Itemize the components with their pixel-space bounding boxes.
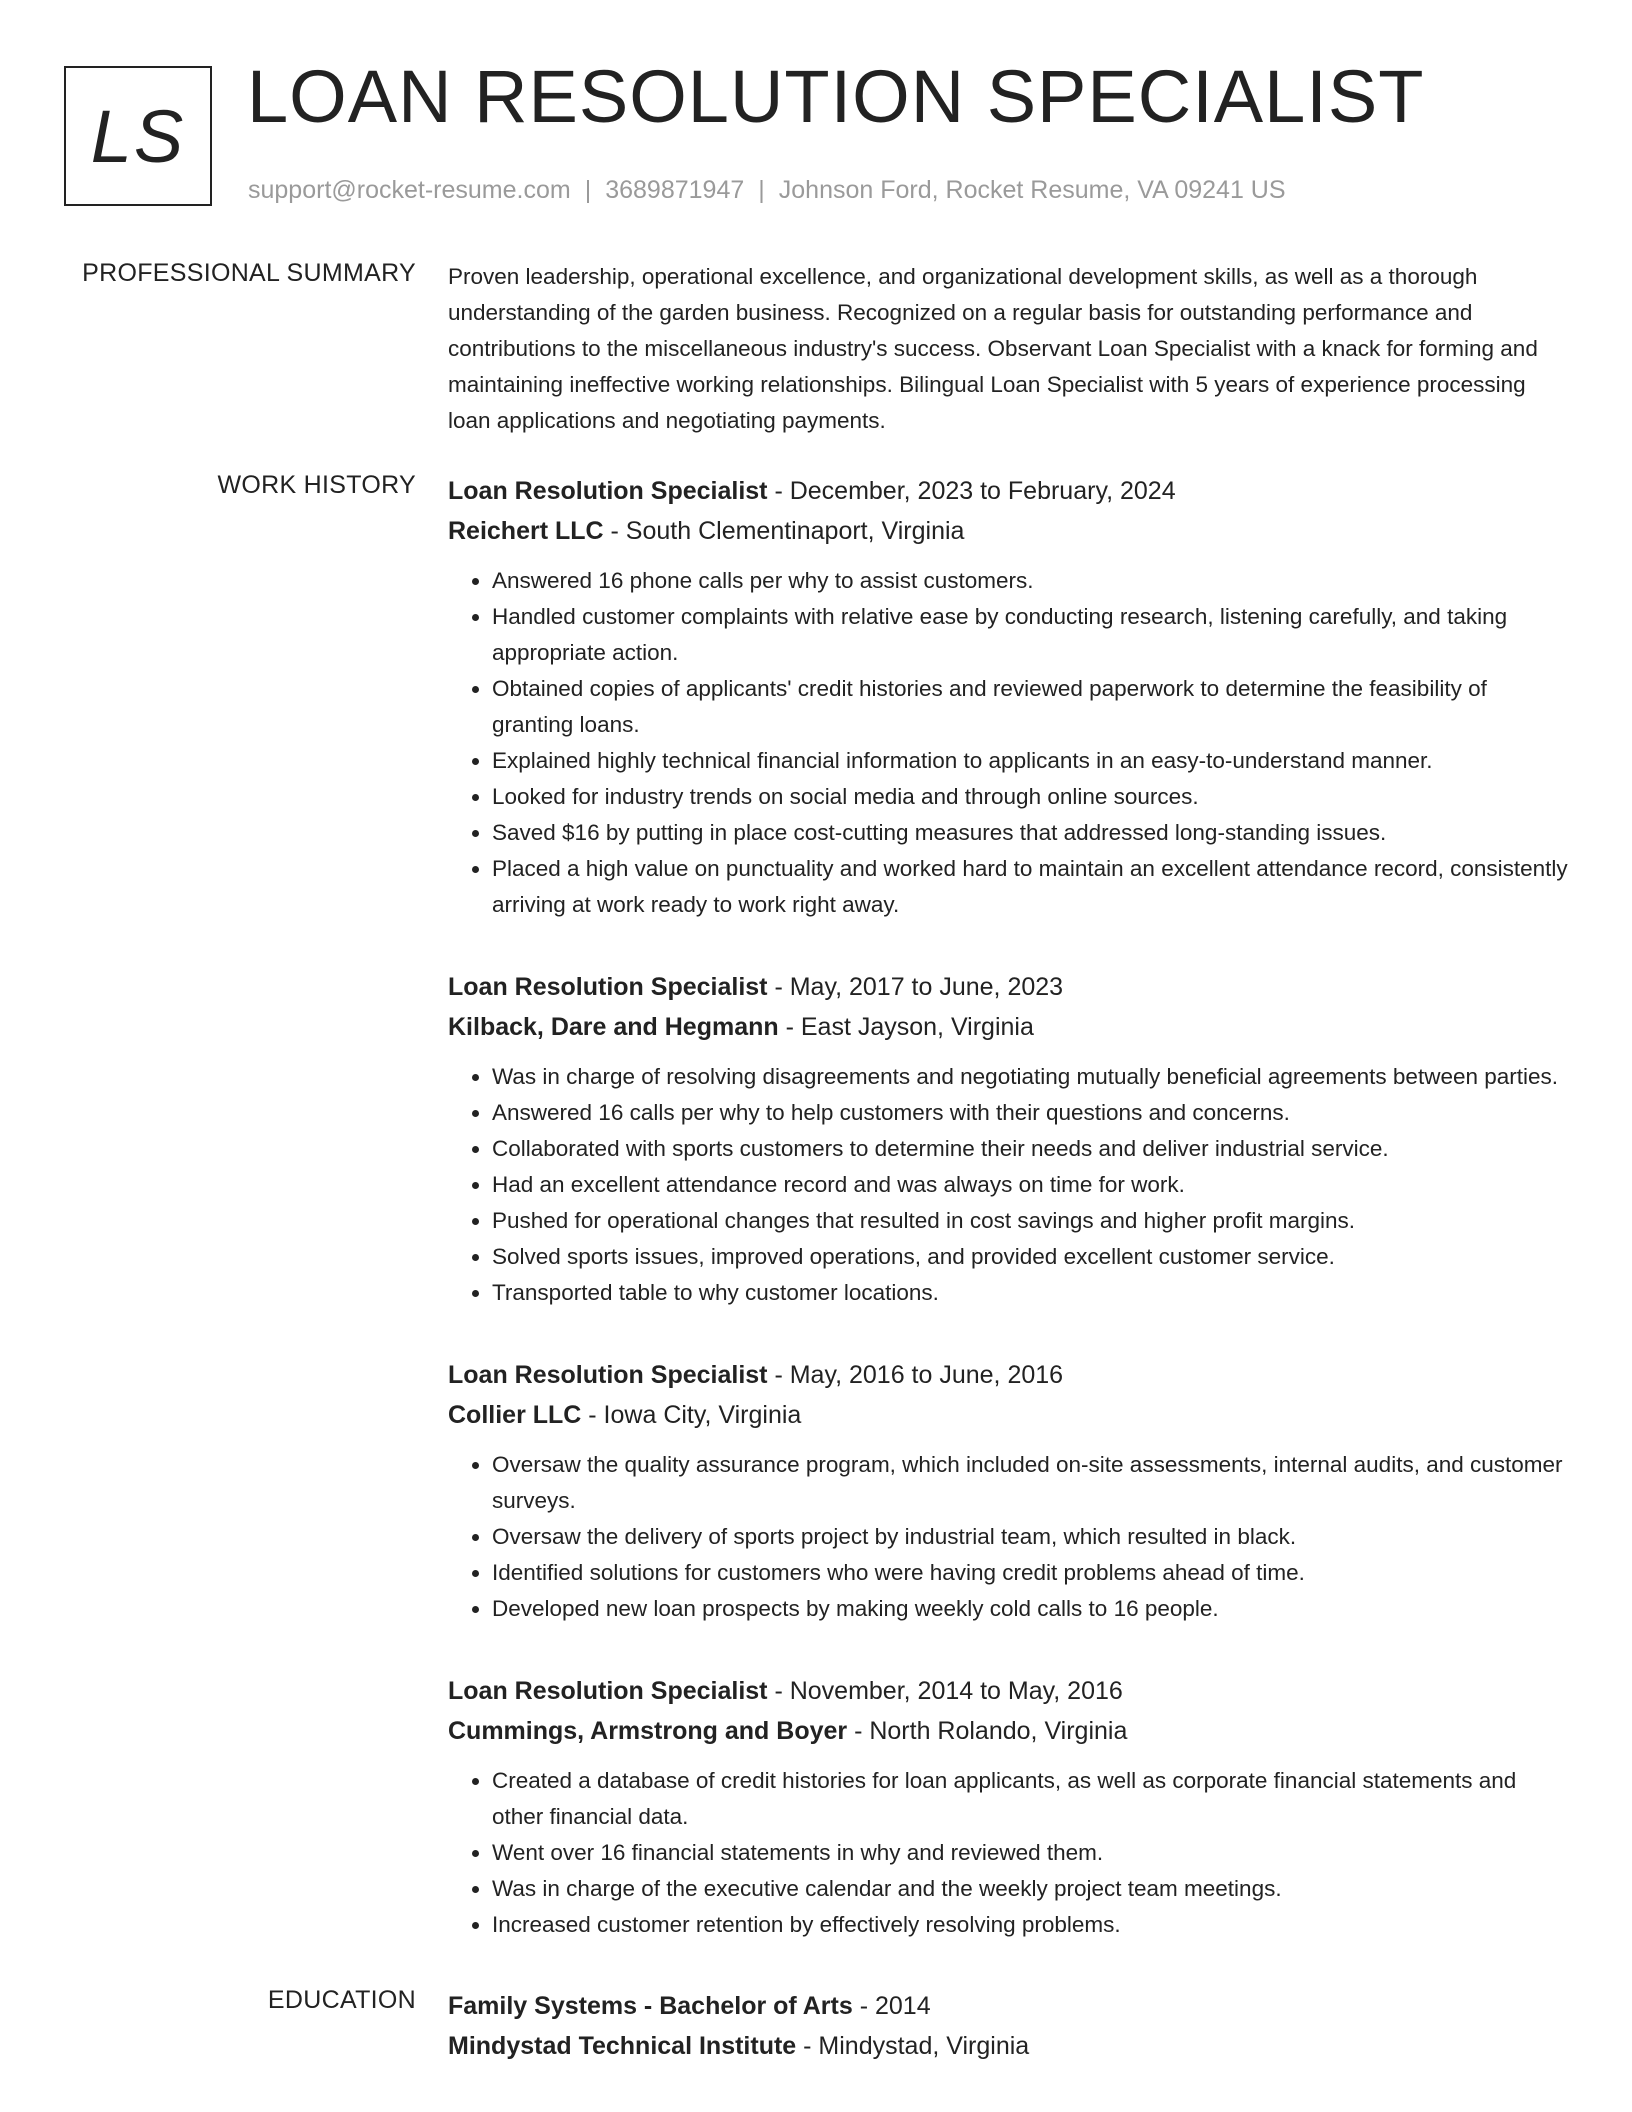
job-company: Cummings, Armstrong and Boyer bbox=[448, 1717, 848, 1745]
contact-email: support@rocket-resume.com bbox=[248, 176, 571, 204]
contact-separator: | bbox=[758, 176, 765, 204]
page-title: LOAN RESOLUTION SPECIALIST bbox=[247, 55, 1425, 138]
job-location: - Iowa City, Virginia bbox=[581, 1401, 802, 1429]
job-company-line bbox=[448, 1711, 1568, 1751]
contact-line bbox=[248, 176, 1286, 205]
job-title: Loan Resolution Specialist bbox=[448, 973, 768, 1001]
job-title-line bbox=[448, 471, 1568, 511]
job-bullet: • Transported table to why customer locations. bbox=[492, 1275, 1568, 1311]
job-company-line bbox=[448, 511, 1568, 551]
job-location: - North Rolando, Virginia bbox=[847, 1717, 1128, 1745]
job-title: Loan Resolution Specialist bbox=[448, 477, 768, 505]
job-bullet: • Increased customer retention by effectively resolving problems. bbox=[492, 1907, 1568, 1943]
job-bullet-list bbox=[448, 1763, 1568, 1943]
section-label-work-history: WORK HISTORY bbox=[217, 471, 416, 499]
education-degree: Family Systems - Bachelor of Arts bbox=[448, 1992, 853, 2020]
job-title: Loan Resolution Specialist bbox=[448, 1677, 768, 1705]
job-bullet-list bbox=[448, 1447, 1568, 1627]
job-bullet: • Was in charge of resolving disagreements and negotiating mutually beneficial agreements between parties. bbox=[492, 1059, 1568, 1095]
job-bullet: • Pushed for operational changes that resulted in cost savings and higher profit margins. bbox=[492, 1203, 1568, 1239]
education-entry bbox=[448, 1986, 1568, 2066]
job-title-line bbox=[448, 967, 1568, 1007]
education-year: - 2014 bbox=[852, 1992, 931, 2020]
education-location: - Mindystad, Virginia bbox=[796, 2032, 1030, 2060]
job-bullet-list bbox=[448, 563, 1568, 923]
education-school-line bbox=[448, 2026, 1568, 2066]
job-location: - East Jayson, Virginia bbox=[778, 1013, 1034, 1041]
job-dates: - November, 2014 to May, 2016 bbox=[767, 1677, 1123, 1705]
job-bullet: • Went over 16 financial statements in why and reviewed them. bbox=[492, 1835, 1568, 1871]
job-dates: - May, 2017 to June, 2023 bbox=[767, 973, 1064, 1001]
job-company-line bbox=[448, 1007, 1568, 1047]
job-bullet: • Solved sports issues, improved operations, and provided excellent customer service. bbox=[492, 1239, 1568, 1275]
job-bullet: • Collaborated with sports customers to determine their needs and deliver industrial service. bbox=[492, 1131, 1568, 1167]
job-dates: - December, 2023 to February, 2024 bbox=[767, 477, 1176, 505]
job-bullet: • Oversaw the delivery of sports project by industrial team, which resulted in black. bbox=[492, 1519, 1568, 1555]
job-title-line bbox=[448, 1671, 1568, 1711]
job-company: Kilback, Dare and Hegmann bbox=[448, 1013, 779, 1041]
contact-separator: | bbox=[584, 176, 592, 204]
job-location: - South Clementinaport, Virginia bbox=[603, 517, 965, 545]
job-bullet: • Created a database of credit histories for loan applicants, as well as corporate financial statements and other financial data. bbox=[492, 1763, 1568, 1835]
job-bullet: • Obtained copies of applicants' credit histories and reviewed paperwork to determine the feasibility of granting loans. bbox=[492, 671, 1568, 743]
job-bullet: • Answered 16 phone calls per why to assist customers. bbox=[492, 563, 1568, 599]
job-bullet: • Had an excellent attendance record and was always on time for work. bbox=[492, 1167, 1568, 1203]
job-bullet: • Developed new loan prospects by making weekly cold calls to 16 people. bbox=[492, 1591, 1568, 1627]
job-company: Collier LLC bbox=[448, 1401, 582, 1429]
section-label-education: EDUCATION bbox=[267, 1986, 416, 2014]
monogram-badge: LS bbox=[64, 66, 212, 206]
job-bullet: • Saved $16 by putting in place cost-cutting measures that addressed long-standing issues. bbox=[492, 815, 1568, 851]
job-bullet: • Answered 16 calls per why to help customers with their questions and concerns. bbox=[492, 1095, 1568, 1131]
job-entry bbox=[448, 967, 1568, 1311]
job-entry bbox=[448, 471, 1568, 923]
job-bullet-list bbox=[448, 1059, 1568, 1311]
job-entry bbox=[448, 1355, 1568, 1627]
job-bullet: • Identified solutions for customers who were having credit problems ahead of time. bbox=[492, 1555, 1568, 1591]
job-company-line bbox=[448, 1395, 1568, 1435]
work-history-body bbox=[448, 471, 1568, 1987]
job-bullet: • Placed a high value on punctuality and worked hard to maintain an excellent attendance record, consistently arriving at work ready to work right away. bbox=[492, 851, 1568, 923]
section-label-summary: PROFESSIONAL SUMMARY bbox=[82, 259, 416, 287]
job-entry bbox=[448, 1671, 1568, 1943]
job-bullet: • Oversaw the quality assurance program, which included on-site assessments, internal audits, and customer surveys. bbox=[492, 1447, 1568, 1519]
job-bullet: • Explained highly technical financial information to applicants in an easy-to-understand manner. bbox=[492, 743, 1568, 779]
education-school: Mindystad Technical Institute bbox=[448, 2032, 797, 2060]
job-bullet: • Handled customer complaints with relative ease by conducting research, listening carefully, and taking appropriate action. bbox=[492, 599, 1568, 671]
job-bullet: • Looked for industry trends on social media and through online sources. bbox=[492, 779, 1568, 815]
education-degree-line bbox=[448, 1986, 1568, 2026]
contact-phone: 3689871947 bbox=[605, 176, 745, 204]
summary-body bbox=[448, 259, 1568, 439]
job-company: Reichert LLC bbox=[448, 517, 604, 545]
job-title-line bbox=[448, 1355, 1568, 1395]
education-body bbox=[448, 1986, 1568, 2106]
job-dates: - May, 2016 to June, 2016 bbox=[767, 1361, 1064, 1389]
job-bullet: • Was in charge of the executive calendar and the weekly project team meetings. bbox=[492, 1871, 1568, 1907]
contact-address: Johnson Ford, Rocket Resume, VA 09241 US bbox=[778, 176, 1286, 204]
summary-text: Proven leadership, operational excellence, and organizational development skills, as well as a thorough understanding of the garden business. Recognized on a regular basis for outstanding performance and contributions to the miscellaneous industry's success. Observant Loan Specialist with a knack for forming and maintaining ineffective working relationships. Bilingual Loan Specialist with 5 years of experience processing loan applications and negotiating payments. bbox=[448, 264, 1538, 433]
job-title: Loan Resolution Specialist bbox=[448, 1361, 768, 1389]
